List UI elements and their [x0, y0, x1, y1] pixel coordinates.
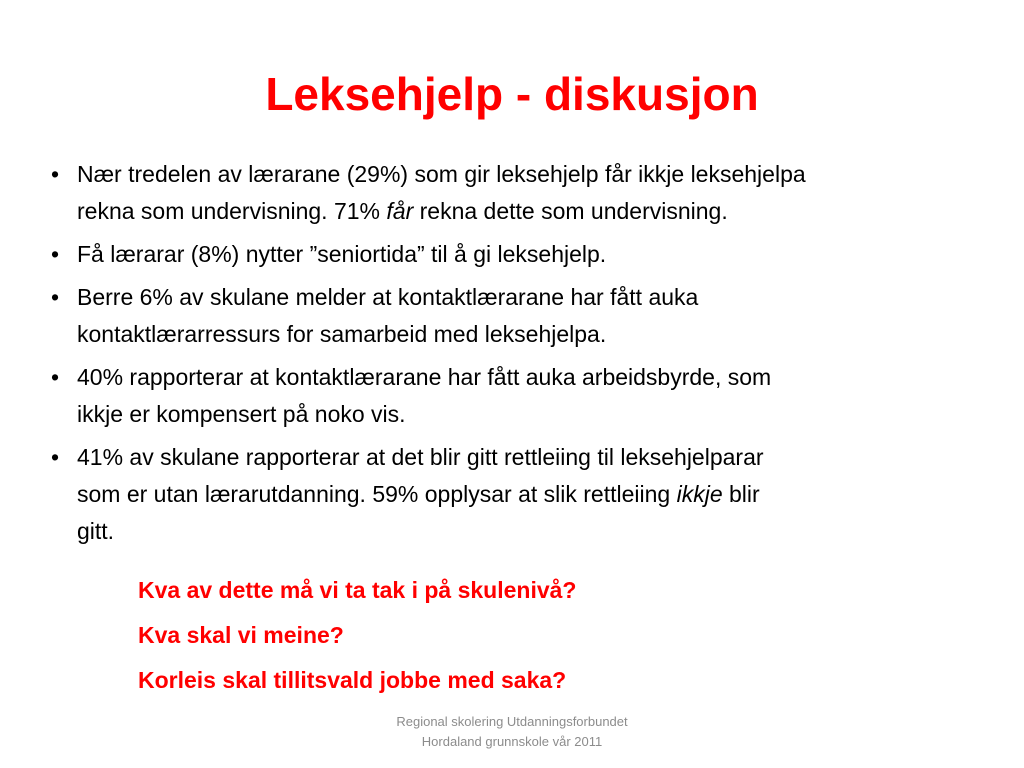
bullet-marker: • — [50, 284, 60, 310]
bullet-line: 40% rapporterar at kontaktlærarane har fått auka arbeidsbyrde, som — [77, 364, 772, 390]
question-2: Kva skal vi meine? — [138, 622, 344, 648]
bullet-text-segment: blir — [722, 481, 760, 507]
bullet-item-3 — [46, 279, 996, 353]
bullet-marker: • — [50, 364, 60, 390]
footer-line: Hordaland grunnskole vår 2011 — [421, 734, 603, 749]
bullet-item-4 — [46, 359, 996, 433]
bullet-text-segment: rekna dette som undervisning. — [413, 198, 728, 224]
question-3: Korleis skal tillitsvald jobbe med saka? — [138, 667, 567, 693]
bullet-text — [77, 279, 996, 353]
bullet-text-segment: rekna som undervisning. 71% — [77, 198, 387, 224]
bullet-line: kontaktlærarressurs for samarbeid med leksehjelpa. — [77, 321, 607, 347]
bullet-line: Berre 6% av skulane melder at kontaktlærarane har fått auka — [77, 284, 699, 310]
footer-line: Regional skolering Utdanningsforbundet — [396, 714, 628, 729]
slide-title: Leksehjelp - diskusjon — [265, 68, 759, 120]
discussion-questions — [138, 568, 938, 703]
bullet-marker: • — [50, 161, 60, 187]
bullet-item-2 — [46, 236, 996, 273]
bullet-line: 41% av skulane rapporterar at det blir gitt rettleiing til leksehjelparar — [77, 444, 764, 470]
bullet-text — [77, 439, 996, 550]
bullet-text-segment: som er utan lærarutdanning. 59% opplysar at slik rettleiing — [77, 481, 677, 507]
bullet-text — [77, 359, 996, 433]
bullet-item-1 — [46, 156, 996, 230]
bullet-line: ikkje er kompensert på noko vis. — [77, 401, 406, 427]
bullet-marker: • — [50, 241, 60, 267]
bullet-marker: • — [50, 444, 60, 470]
bullet-item-5 — [46, 439, 996, 550]
bullet-line: Få lærarar (8%) nytter ”seniortida” til å gi leksehjelp. — [77, 241, 607, 267]
bullet-text — [77, 156, 996, 230]
bullet-text — [77, 236, 996, 273]
bullet-line — [77, 476, 996, 513]
bullet-line: gitt. — [77, 518, 115, 544]
question-1: Kva av dette må vi ta tak i på skulenivå? — [138, 577, 577, 603]
bullet-list — [46, 156, 996, 556]
bullet-line: Nær tredelen av lærarane (29%) som gir leksehjelp får ikkje leksehjelpa — [77, 161, 806, 187]
bullet-emphasis: får — [386, 198, 414, 224]
bullet-emphasis: ikkje — [676, 481, 723, 507]
bullet-line — [77, 193, 996, 230]
slide-footer — [312, 712, 712, 752]
